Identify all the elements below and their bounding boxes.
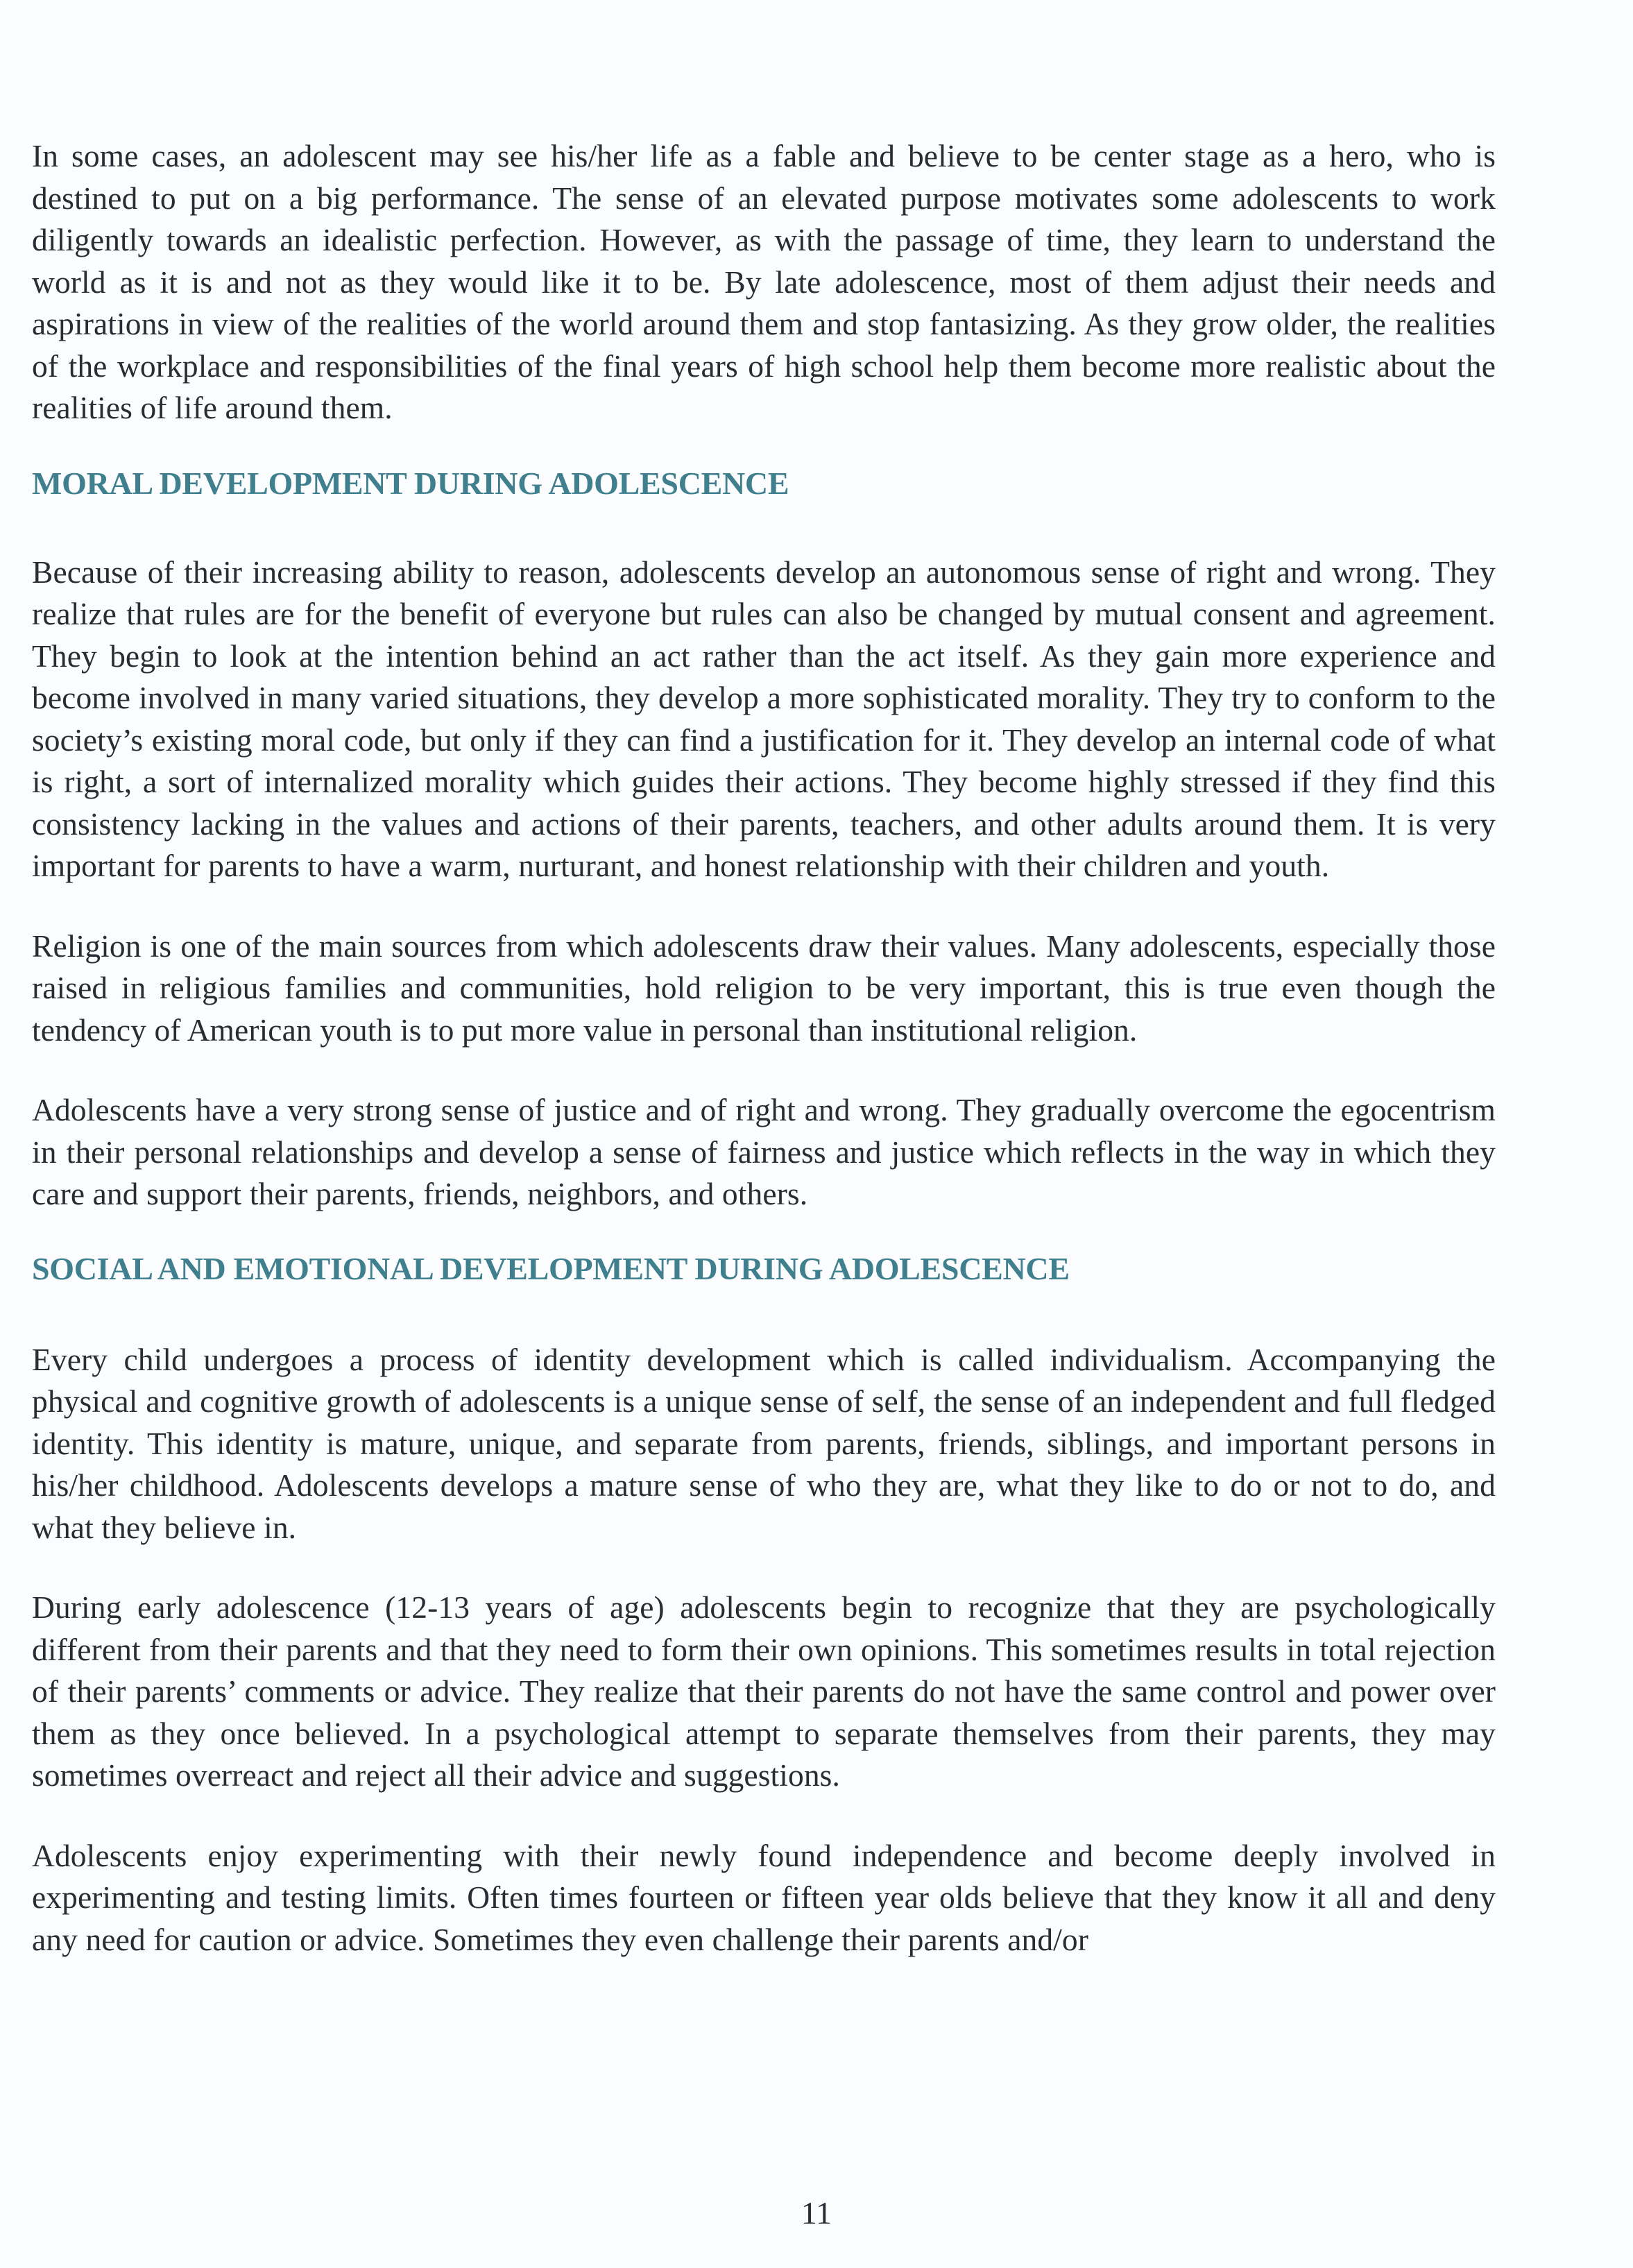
page-number: 11 (801, 2195, 832, 2231)
paragraph-religion: Religion is one of the main sources from which adolescents draw their values. Many adolescents, especially those raised in religious families and communities, hold religion to be very important, this is true even though the tendency of American youth is to put more value in personal than institutional religion. (32, 928, 1496, 1048)
page-body (32, 135, 1496, 1961)
paragraph-justice: Adolescents have a very strong sense of justice and of right and wrong. They gradually overcome the egocentrism in their personal relationships and develop a sense of fairness and justice which reflects in the way in which they care and support their parents, friends, neighbors, and others. (32, 1092, 1496, 1211)
paragraph-identity: Every child undergoes a process of identity development which is called individualism. Accompanying the physical and cognitive growth of adolescents is a unique sense of self, the sense of an independent and full fledged identity. This identity is mature, unique, and separate from parents, friends, siblings, and important persons in his/her childhood. Adolescents develops a mature sense of who they are, what they like to do or not to do, and what they believe in. (32, 1341, 1496, 1545)
paragraph-fable: In some cases, an adolescent may see his/her life as a fable and believe to be center stage as a hero, who is destined to put on a big performance. The sense of an elevated purpose motivates some adolescents to work diligently towards an idealistic perfection. However, as with the passage of time, they learn to understand the world as it is and not as they would like it to be. By late adolescence, most of them adjust their needs and aspirations in view of the realities of the world around them and stop fantasizing. As they grow older, the realities of the workplace and responsibilities of the final years of high school help them become more realistic about the realities of life around them. (32, 138, 1496, 425)
paragraph-moral-reasoning: Because of their increasing ability to reason, adolescents develop an autonomous sense of right and wrong. They realize that rules are for the benefit of everyone but rules can also be changed by mutual consent and agreement. They begin to look at the intention behind an act rather than the act itself. As they gain more experience and become involved in many varied situations, they develop a more sophisticated morality. They try to conform to the society’s existing moral code, but only if they can find a justification for it. They develop an internal code of what is right, a sort of internalized morality which guides their actions. They become highly stressed if they find this consistency lacking in the values and actions of their parents, teachers, and other adults around them. It is very important for parents to have a warm, nurturant, and honest relationship with their children and youth. (32, 554, 1496, 883)
paragraph-early-adolescence: During early adolescence (12-13 years of age) adolescents begin to recognize that they are psychologically different from their parents and that they need to form their own opinions. This sometimes results in total rejection of their parents’ comments or advice. They realize that their parents do not have the same control and power over them as they once believed. In a psychological attempt to separate themselves from their parents, they may sometimes overreact and reject all their advice and suggestions. (32, 1589, 1496, 1793)
heading-social-emotional-development: SOCIAL AND EMOTIONAL DEVELOPMENT DURING ADOLESCENCE (32, 1250, 1070, 1286)
paragraph-experimenting: Adolescents enjoy experimenting with their newly found independence and become deeply involved in experimenting and testing limits. Often times fourteen or fifteen year olds believe that they know it all and deny any need for caution or advice. Sometimes they even challenge their parents and/or (32, 1837, 1496, 1957)
heading-moral-development: MORAL DEVELOPMENT DURING ADOLESCENCE (32, 465, 789, 501)
